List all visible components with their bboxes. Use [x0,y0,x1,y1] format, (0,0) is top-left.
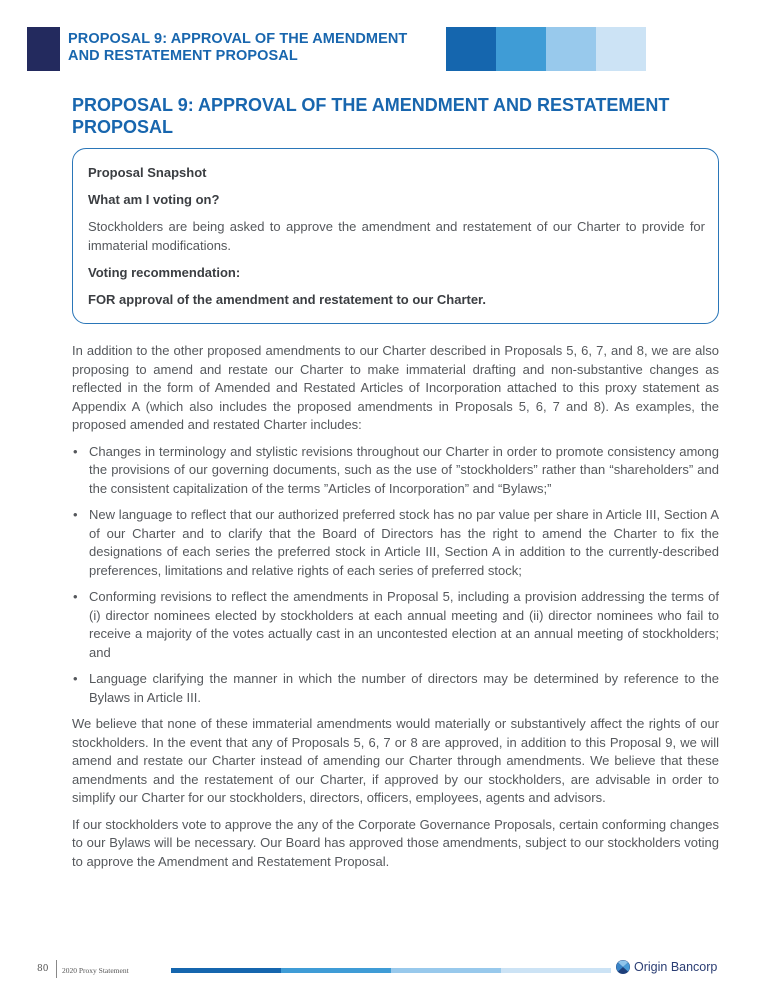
list-item-text: Conforming revisions to reflect the amendments in Proposal 5, including a provision addressing the terms of (i) director nominees elected by stockholders at each annual meeting and (ii) director nominees who fail to receive a majority of the votes actually cast in an uncontested election at an annual meeting of stockholders; and [89,589,719,660]
footer-color-bar [171,968,611,973]
logo-text: Origin Bancorp [634,960,718,974]
list-item [72,588,719,662]
origin-logo-icon [616,960,630,974]
header-block-1 [446,27,496,71]
proposal-snapshot-box [72,148,719,324]
running-header-line-2: AND RESTATEMENT PROPOSAL [68,48,298,64]
page-title: PROPOSAL 9: APPROVAL OF THE AMENDMENT AND RESTATEMENT PROPOSAL [72,95,670,137]
list-item-text: Changes in terminology and stylistic revisions throughout our Charter in order to promote consistency among the provisions of our governing documents, such as the use of ”stockholders” rather than “shareholders” and the consistent capitalization of the terms ”Articles of Incorporation” and “Bylaws;” [89,443,719,496]
intro-paragraph: In addition to the other proposed amendments to our Charter described in Proposals 5, 6, 7, and 8, we are also proposing to amend and restate our Charter to make immaterial drafting and non-substantive changes as reflected in the form of Amended and Restated Articles of Incorporation attached to this proxy statement as Appendix A (which also includes the proposed amendments in Proposals 5, 6, 7 and 8). As examples, the proposed amended and restated Charter includes: [72,343,719,432]
footer-bar-segment-2 [281,968,391,973]
list-item [72,670,719,707]
bullet-icon: • [73,671,78,686]
header-block-3 [546,27,596,71]
footer-bar-segment-3 [391,968,501,973]
list-item [72,443,719,499]
bullet-icon: • [73,589,78,604]
snapshot-question: What am I voting on? [88,192,220,207]
running-header-title [68,31,448,65]
list-item-text: New language to reflect that our authorized preferred stock has no par value per share in Article III, Section A of our Charter and to clarify that the Board of Directors has the right to amend the Charter to fix the designations of each series the preferred stock in Article III, Section A in addition to the currently-described preferences, limitations and relative rights of each series of preferred stock; [89,507,719,578]
origin-bancorp-logo [616,960,717,974]
footer-bar-segment-4 [501,968,611,973]
bylaws-paragraph: If our stockholders vote to approve the any of the Corporate Governance Proposals, certain conforming changes to our Bylaws will be necessary. Our Board has approved those amendments, subject to our stockholders voting to approve the Amendment and Restatement Proposal. [72,816,719,869]
bullet-icon: • [73,507,78,522]
header-accent-square [27,27,60,71]
footer-bar-segment-1 [171,968,281,973]
header-block-4 [596,27,646,71]
snapshot-heading: Proposal Snapshot [88,165,207,180]
footer-divider [56,960,57,978]
running-header-line-1: PROPOSAL 9: APPROVAL OF THE AMENDMENT [68,31,408,47]
footer-document-label: 2020 Proxy Statement [62,966,129,975]
snapshot-answer: Stockholders are being asked to approve the amendment and restatement of our Charter to provide for immaterial modifications. [88,219,705,253]
bullet-icon: • [73,443,78,459]
header-block-2 [496,27,546,71]
header-color-blocks [446,27,646,71]
body-content [72,342,719,879]
amendment-examples-list [72,443,719,708]
rationale-paragraph: We believe that none of these immaterial amendments would materially or substantively affect the rights of our stockholders. In the event that any of Proposals 5, 6, 7 or 8 are approved, in addition to this Proposal 9, we will amend and restate our Charter instead of amending our Charter through amendments. We believe that these amendments and the restatement of our Charter, if approved by our stockholders, are advisable in order to simplify our Charter for our stockholders, directors, officers, employees, agents and advisors. [72,716,719,805]
snapshot-recommendation-label: Voting recommendation: [88,265,241,280]
snapshot-recommendation: FOR approval of the amendment and restatement to our Charter. [88,292,487,307]
list-item-text: Language clarifying the manner in which the number of directors may be determined by reference to the Bylaws in Article III. [89,671,719,705]
list-item [72,506,719,580]
page-number: 80 [37,964,49,974]
